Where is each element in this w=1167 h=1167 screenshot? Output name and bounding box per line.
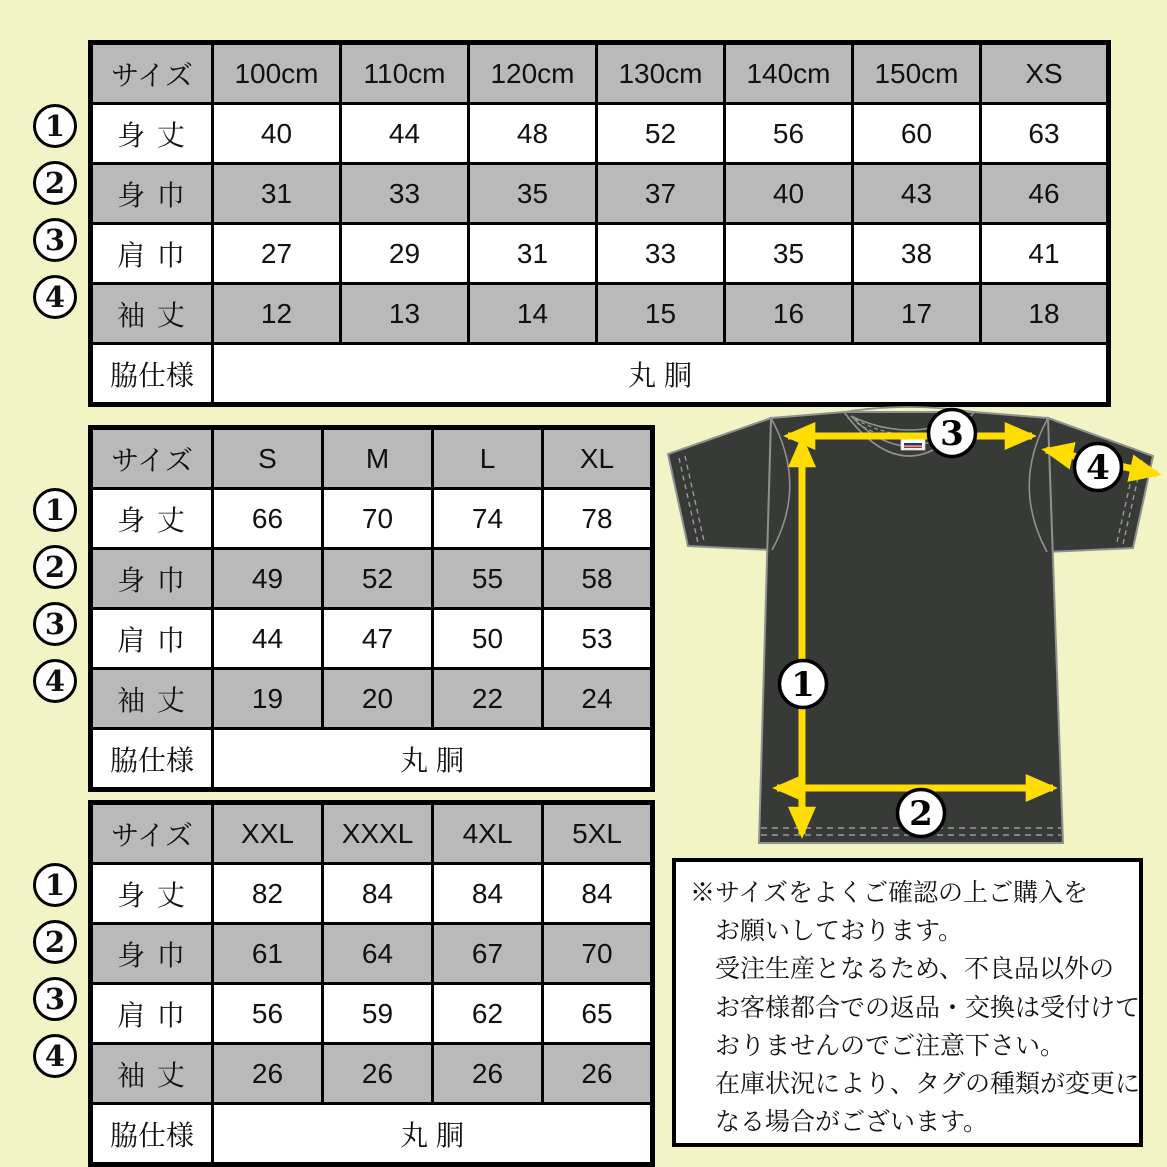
footer-label: 脇仕様 [91,344,213,405]
measurement-cell: 38 [853,224,981,284]
size-column-header: 4XL [433,803,543,864]
size-column-header: 140cm [725,43,853,104]
measurement-cell: 26 [323,1044,433,1104]
measure-circle-4 [1075,444,1122,491]
purchase-notice-box [672,858,1143,1147]
row-number-badge-2: 2 [33,161,77,205]
measurement-cell: 56 [725,104,853,164]
notice-line: ※サイズをよくご確認の上ご購入を [690,879,1089,907]
row-label: 身 巾 [91,924,213,984]
measurement-cell: 44 [341,104,469,164]
row-number-badge-4: 4 [33,275,77,319]
notice-line: おりませんのでご注意下さい。 [715,1031,1066,1060]
row-label: 肩 巾 [91,984,213,1044]
measurement-cell: 56 [213,984,323,1044]
row-label: 肩 巾 [91,609,213,669]
size-table-adult [88,425,655,792]
row-number-badge-4: 4 [33,659,77,703]
measurement-cell: 74 [433,489,543,549]
measurement-cell: 64 [323,924,433,984]
svg-text:3: 3 [940,414,964,454]
measurement-cell: 26 [433,1044,543,1104]
shirt-left-sleeve [668,418,772,550]
size-column-header: 150cm [853,43,981,104]
measurement-cell: 70 [323,489,433,549]
size-column-header: XXL [213,803,323,864]
measurement-cell: 31 [213,164,341,224]
size-column-header: XL [543,428,653,489]
measurement-cell: 67 [433,924,543,984]
measurement-cell: 50 [433,609,543,669]
kids-sizes-table [88,40,1111,407]
row-label: 肩 巾 [91,224,213,284]
measurement-cell: 82 [213,864,323,924]
measurement-cell: 31 [469,224,597,284]
big-sizes-table [88,800,655,1167]
measurement-cell: 58 [543,549,653,609]
measure-circle-2 [898,790,945,837]
measurement-cell: 29 [341,224,469,284]
measurement-cell: 66 [213,489,323,549]
measurement-cell: 70 [543,924,653,984]
footer-value: 丸 胴 [213,729,653,790]
size-column-header: L [433,428,543,489]
notice-line: 在庫状況により、タグの種類が変更に [715,1070,1141,1099]
row-label: 身 丈 [91,104,213,164]
measurement-cell: 27 [213,224,341,284]
measurement-cell: 22 [433,669,543,729]
measurement-cell: 18 [981,284,1109,344]
size-table-kids [88,40,1111,407]
row-number-badge-2: 2 [33,920,77,964]
notice-line: お願いしております。 [715,917,964,946]
footer-label: 脇仕様 [91,729,213,790]
measurement-cell: 47 [323,609,433,669]
measure-circle-1 [780,661,827,708]
notice-line: お客様都合での返品・交換は受付けて [715,993,1141,1022]
measurement-cell: 12 [213,284,341,344]
measurement-cell: 15 [597,284,725,344]
measurement-cell: 26 [543,1044,653,1104]
measurement-cell: 43 [853,164,981,224]
measurement-cell: 63 [981,104,1109,164]
size-header-label: サイズ [91,803,213,864]
notice-line: なる場合がございます。 [715,1108,989,1137]
measurement-cell: 44 [213,609,323,669]
measurement-cell: 59 [323,984,433,1044]
row-number-badge-3: 3 [33,602,77,646]
tshirt-measurement-diagram [655,400,1167,860]
row-number-badge-1: 1 [33,488,77,532]
size-column-header: XXXL [323,803,433,864]
row-number-badge-2: 2 [33,545,77,589]
measurement-cell: 17 [853,284,981,344]
measurement-cell: 19 [213,669,323,729]
row-label: 身 丈 [91,864,213,924]
footer-value: 丸 胴 [213,344,1109,405]
size-column-header: S [213,428,323,489]
row-label: 袖 丈 [91,284,213,344]
size-column-header: 130cm [597,43,725,104]
measurement-cell: 55 [433,549,543,609]
row-label: 袖 丈 [91,1044,213,1104]
notice-line: 受注生産となるため、不良品以外の [715,955,1115,984]
measurement-cell: 13 [341,284,469,344]
size-header-label: サイズ [91,428,213,489]
measurement-cell: 16 [725,284,853,344]
measurement-cell: 49 [213,549,323,609]
measurement-cell: 48 [469,104,597,164]
measurement-cell: 84 [543,864,653,924]
size-column-header: 100cm [213,43,341,104]
size-column-header: 5XL [543,803,653,864]
row-number-badge-1: 1 [33,104,77,148]
measurement-cell: 84 [433,864,543,924]
measurement-cell: 40 [213,104,341,164]
measurement-cell: 14 [469,284,597,344]
row-number-badge-1: 1 [33,863,77,907]
measurement-cell: 84 [323,864,433,924]
measurement-cell: 46 [981,164,1109,224]
measurement-cell: 33 [341,164,469,224]
measurement-cell: 20 [323,669,433,729]
measurement-cell: 24 [543,669,653,729]
footer-label: 脇仕様 [91,1104,213,1165]
footer-value: 丸 胴 [213,1104,653,1165]
size-header-label: サイズ [91,43,213,104]
size-column-header: 110cm [341,43,469,104]
measurement-cell: 52 [323,549,433,609]
size-column-header: 120cm [469,43,597,104]
measurement-cell: 40 [725,164,853,224]
row-number-badge-3: 3 [33,218,77,262]
svg-text:4: 4 [1086,448,1110,488]
row-number-badge-4: 4 [33,1034,77,1078]
adult-sizes-table [88,425,655,792]
measurement-cell: 65 [543,984,653,1044]
measurement-cell: 52 [597,104,725,164]
size-table-big [88,800,655,1167]
svg-text:2: 2 [909,794,933,834]
row-number-badge-3: 3 [33,977,77,1021]
measurement-cell: 35 [469,164,597,224]
measurement-cell: 62 [433,984,543,1044]
measurement-cell: 37 [597,164,725,224]
measurement-cell: 78 [543,489,653,549]
measure-circle-3 [929,410,976,457]
measurement-cell: 61 [213,924,323,984]
row-label: 身 巾 [91,164,213,224]
measurement-cell: 26 [213,1044,323,1104]
row-label: 身 巾 [91,549,213,609]
measurement-cell: 60 [853,104,981,164]
size-column-header: M [323,428,433,489]
measurement-cell: 35 [725,224,853,284]
svg-text:1: 1 [791,665,815,705]
row-label: 袖 丈 [91,669,213,729]
measurement-cell: 41 [981,224,1109,284]
measurement-cell: 33 [597,224,725,284]
row-label: 身 丈 [91,489,213,549]
measurement-cell: 53 [543,609,653,669]
size-column-header: XS [981,43,1109,104]
